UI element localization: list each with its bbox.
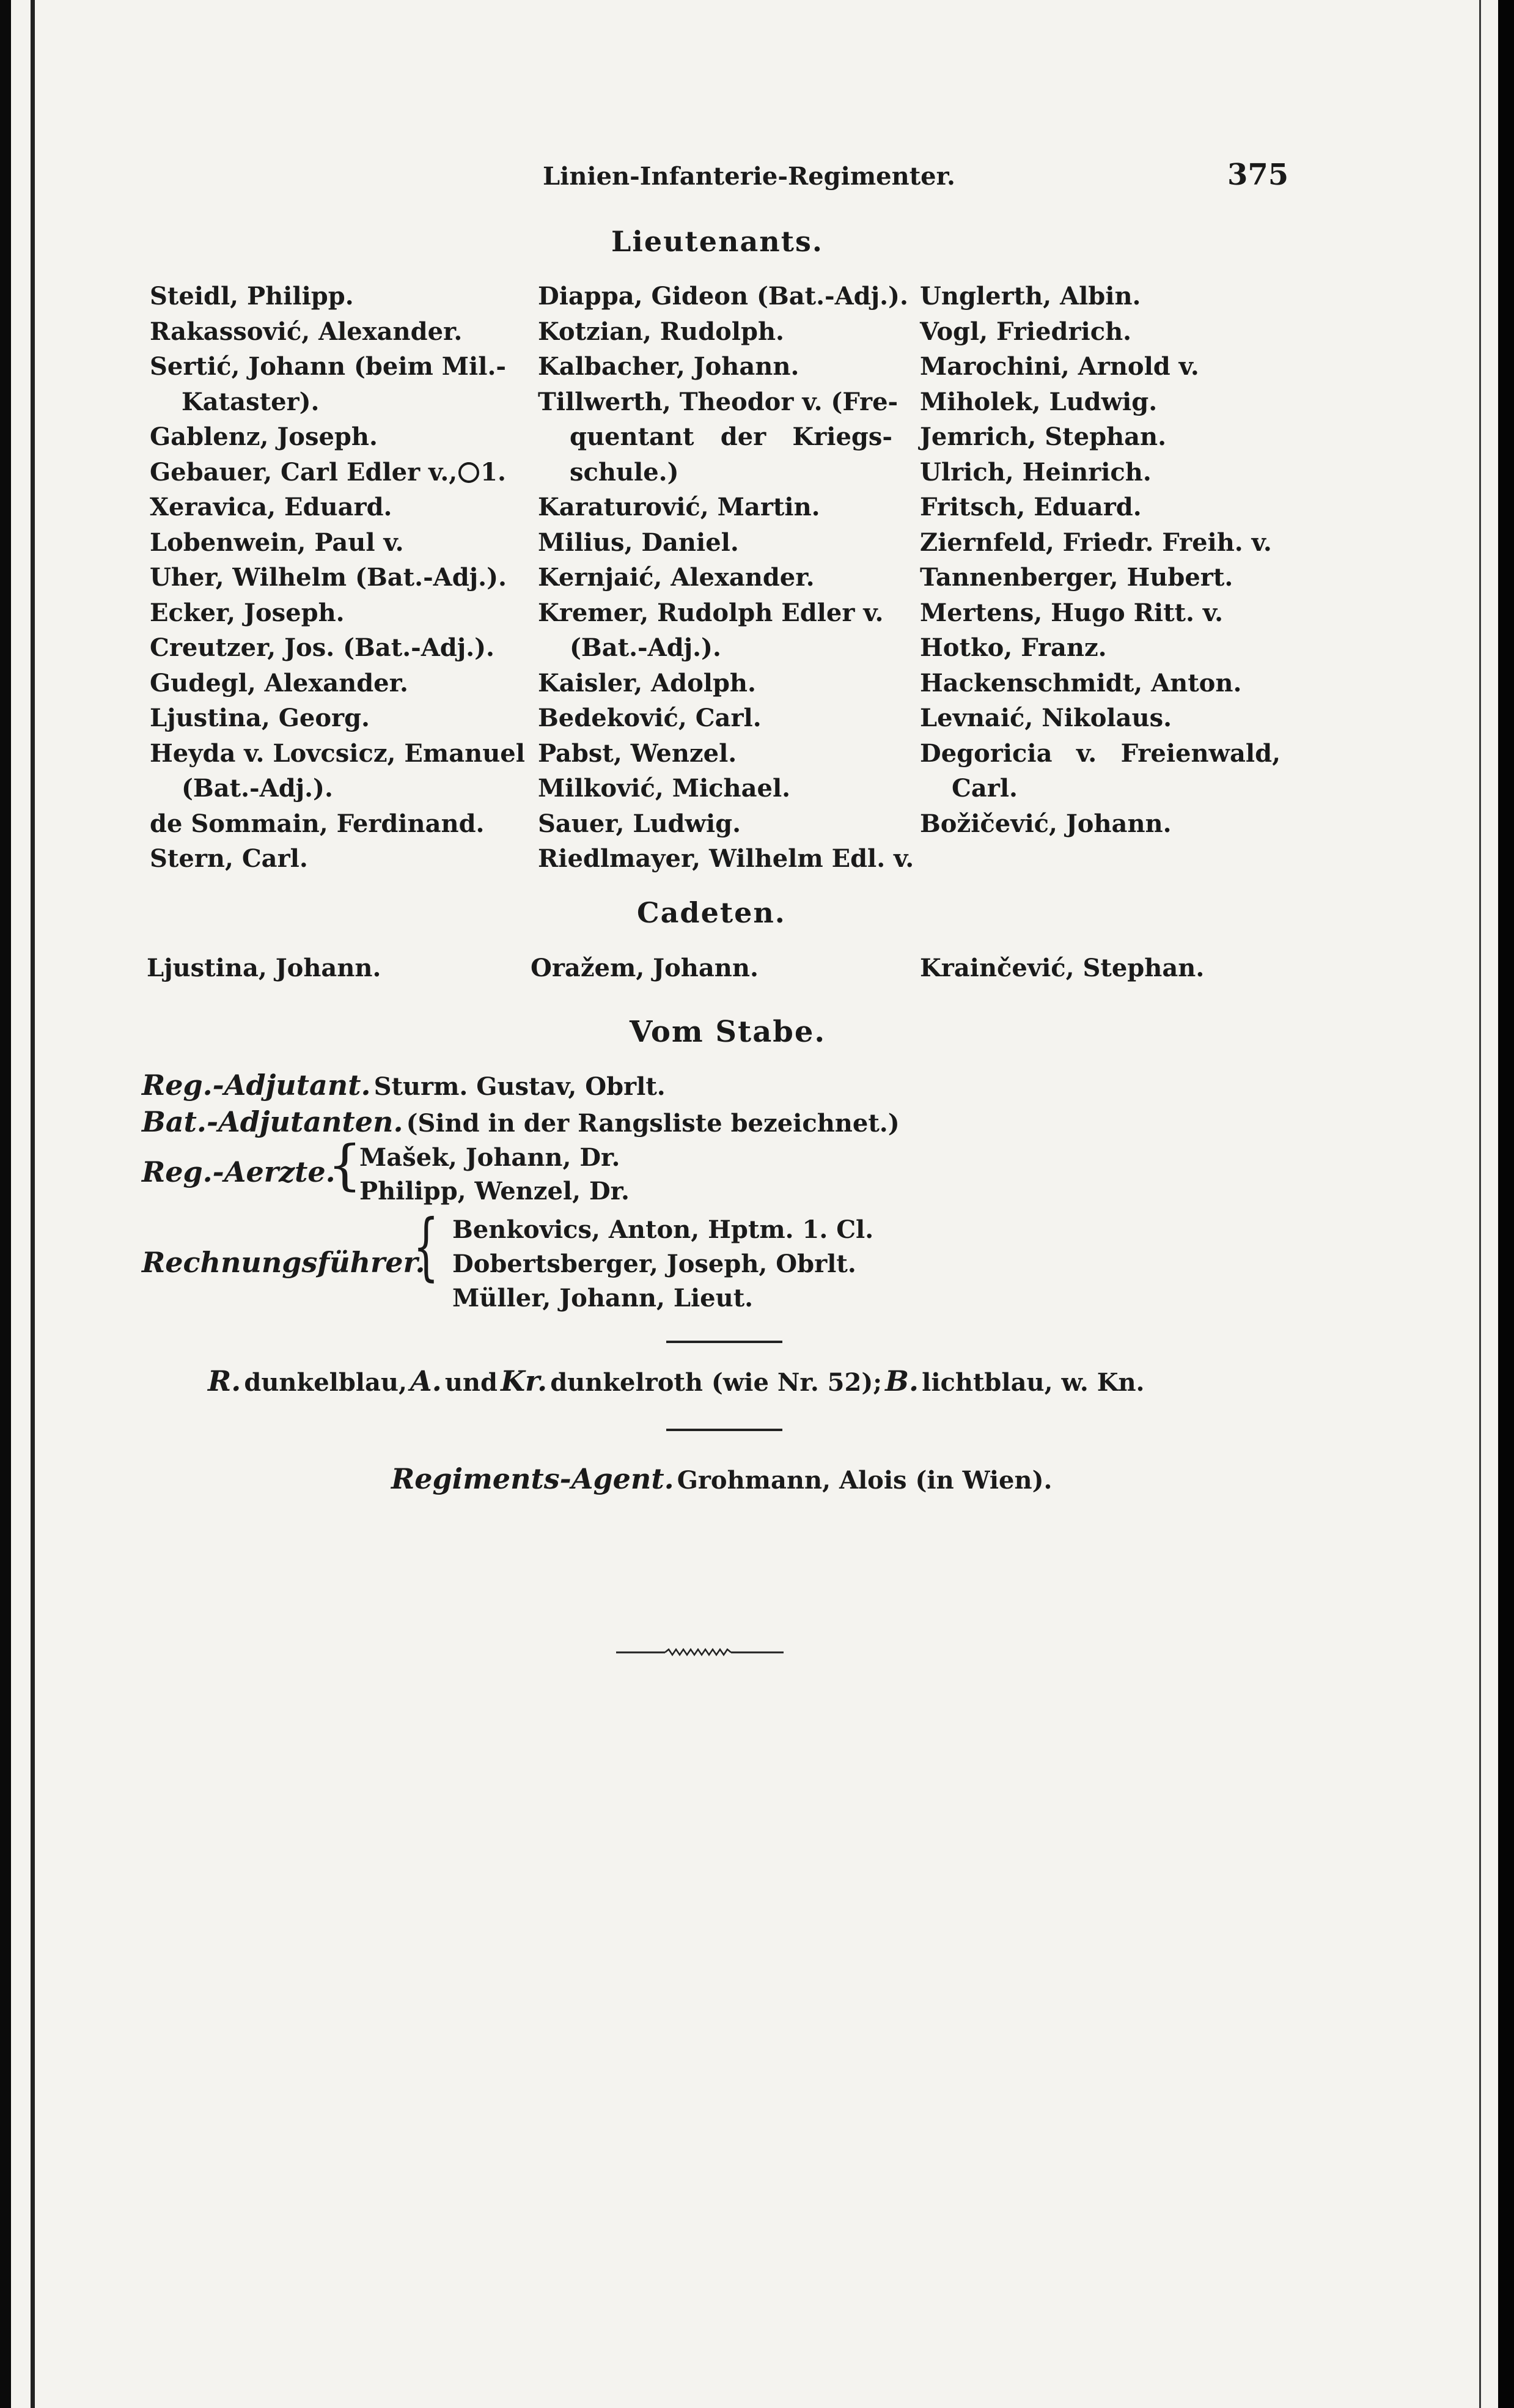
list-item: Heyda v. Lovcsicz, Emanuel	[150, 738, 525, 768]
cadet-name: Ljustina, Johann.	[147, 954, 381, 982]
list-item: Bedeković, Carl.	[538, 704, 762, 732]
decoration-suffix: 1.	[480, 457, 506, 487]
reg-adjutant-label: Reg.-Adjutant.	[142, 1069, 371, 1102]
list-item: Ljustina, Georg.	[150, 704, 370, 732]
list-item: Fritsch, Eduard.	[920, 493, 1142, 521]
list-item: Kernjaić, Alexander.	[538, 563, 815, 592]
rechnungsfuehrer-label: Rechnungsführer.	[142, 1246, 425, 1279]
list-item	[150, 455, 516, 490]
list-item: Milius, Daniel.	[538, 528, 739, 557]
list-item: Uher, Wilhelm (Bat.-Adj.).	[150, 563, 507, 592]
list-item: Sauer, Ludwig.	[538, 809, 741, 838]
list-item: Pabst, Wenzel.	[538, 738, 737, 768]
list-item: Jemrich, Stephan.	[920, 422, 1167, 451]
scan-edge-left	[0, 0, 11, 2408]
reg-adjutant-row	[142, 1069, 666, 1102]
colors-line	[208, 1364, 1144, 1397]
list-item: Kaisler, Adolph.	[538, 668, 756, 698]
bat-adjutanten-label: Bat.-Adjutanten.	[142, 1105, 403, 1138]
reg-arzt: Philipp, Wenzel, Dr.	[359, 1177, 630, 1206]
list-item: Božičević, Johann.	[920, 809, 1172, 838]
list-item: Rakassović, Alexander.	[150, 317, 463, 346]
lieutenants-column-2	[538, 279, 914, 877]
list-item: Sertić, Johann (beim Mil.-	[150, 352, 506, 381]
reg-arzt: Mašek, Johann, Dr.	[359, 1143, 620, 1172]
list-item: Levnaić, Nikolaus.	[920, 704, 1172, 732]
lieutenants-column-3	[920, 279, 1281, 841]
cadeten-heading: Cadeten.	[637, 896, 786, 929]
scan-edge-right	[1498, 0, 1514, 2408]
divider	[666, 1341, 782, 1343]
ornament-divider-icon	[616, 1647, 784, 1657]
agent-row	[391, 1462, 1052, 1495]
list-item: Kataster).	[182, 387, 320, 416]
list-item: Karaturović, Martin.	[538, 493, 820, 521]
list-item: Tillwerth, Theodor v. (Fre-	[538, 387, 898, 416]
brace-icon: {	[328, 1133, 362, 1196]
list-item: Unglerth, Albin.	[920, 282, 1141, 311]
list-item: Ecker, Joseph.	[150, 598, 345, 627]
reg-aerzte-label: Reg.-Aerzte.	[142, 1155, 336, 1188]
lieutenants-column-1	[150, 279, 525, 877]
list-item: Miholek, Ludwig.	[920, 387, 1158, 416]
list-item: Steidl, Philipp.	[150, 282, 354, 311]
list-item: Hackenschmidt, Anton.	[920, 668, 1242, 698]
decoration-icon	[458, 462, 479, 483]
agent-label: Regiments-Agent.	[391, 1462, 674, 1495]
cadet-name: Krainčević, Stephan.	[920, 954, 1205, 982]
page-number: 375	[1227, 158, 1289, 192]
color-text-r: dunkelblau,	[244, 1368, 407, 1397]
list-item: Diappa, Gideon (Bat.-Adj.).	[538, 282, 908, 311]
rechnungsfuehrer-name: Müller, Johann, Lieut.	[452, 1284, 754, 1313]
list-item: Kremer, Rudolph Edler v.	[538, 598, 884, 627]
color-label-kr: Kr.	[501, 1364, 548, 1397]
list-item: Milković, Michael.	[538, 774, 791, 803]
list-item: Gudegl, Alexander.	[150, 668, 408, 698]
list-item: Ziernfeld, Friedr. Freih. v.	[920, 528, 1272, 557]
reg-adjutant-value: Sturm. Gustav, Obrlt.	[373, 1072, 666, 1101]
color-label-b: B.	[885, 1364, 919, 1397]
list-item: Lobenwein, Paul v.	[150, 528, 404, 557]
color-und: und	[444, 1368, 498, 1397]
divider	[666, 1429, 782, 1431]
stab-heading: Vom Stabe.	[630, 1015, 826, 1049]
list-item-text: Gebauer, Carl Edler v.,	[150, 457, 458, 487]
scan-edge-line-right	[1479, 0, 1481, 2408]
list-item: quentant der Kriegs-	[570, 422, 892, 451]
list-item: Degoricia v. Freienwald,	[920, 738, 1281, 768]
list-item: Tannenberger, Hubert.	[920, 563, 1233, 592]
list-item: Kotzian, Rudolph.	[538, 317, 784, 346]
scan-edge-line-left	[31, 0, 35, 2408]
rechnungsfuehrer-name: Dobertsberger, Joseph, Obrlt.	[452, 1250, 856, 1278]
list-item: Carl.	[952, 774, 1018, 803]
list-item: Hotko, Franz.	[920, 633, 1107, 662]
brace-icon: {	[413, 1204, 439, 1289]
color-text-kr: dunkelroth (wie Nr. 52);	[550, 1368, 883, 1397]
color-label-r: R.	[208, 1364, 241, 1397]
list-item: Marochini, Arnold v.	[920, 352, 1199, 381]
list-item: Kalbacher, Johann.	[538, 352, 799, 381]
lieutenants-heading: Lieutenants.	[611, 225, 823, 258]
list-item: (Bat.-Adj.).	[182, 774, 333, 803]
list-item: de Sommain, Ferdinand.	[150, 809, 485, 838]
list-item: schule.)	[570, 457, 679, 487]
bat-adjutanten-row	[142, 1105, 900, 1138]
running-header: Linien-Infanterie-Regimenter.	[543, 162, 955, 191]
list-item: Mertens, Hugo Ritt. v.	[920, 598, 1224, 627]
list-item: Creutzer, Jos. (Bat.-Adj.).	[150, 633, 494, 662]
list-item: Vogl, Friedrich.	[920, 317, 1132, 346]
list-item: Xeravica, Eduard.	[150, 493, 392, 521]
list-item: Riedlmayer, Wilhelm Edl. v.	[538, 844, 914, 873]
color-text-b: lichtblau, w. Kn.	[922, 1368, 1145, 1397]
cadet-name: Oražem, Johann.	[531, 954, 759, 982]
agent-value: Grohmann, Alois (in Wien).	[677, 1466, 1053, 1495]
list-item: Stern, Carl.	[150, 844, 308, 873]
list-item: (Bat.-Adj.).	[570, 633, 721, 662]
list-item: Gablenz, Joseph.	[150, 422, 378, 451]
bat-adjutanten-value: (Sind in der Rangsliste bezeichnet.)	[406, 1109, 900, 1138]
color-label-a: A.	[410, 1364, 442, 1397]
rechnungsfuehrer-name: Benkovics, Anton, Hptm. 1. Cl.	[452, 1215, 874, 1244]
list-item: Ulrich, Heinrich.	[920, 457, 1152, 487]
